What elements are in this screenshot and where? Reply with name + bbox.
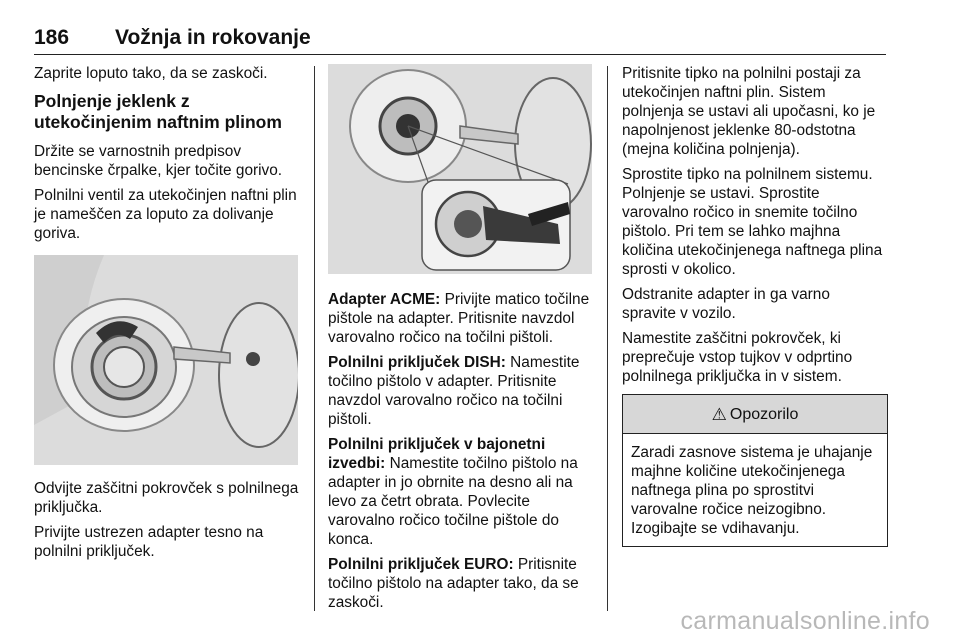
paragraph: Privijte ustrezen adapter tesno na polnilni priključek. xyxy=(34,524,264,560)
page-title: Vožnja in rokovanje xyxy=(115,26,311,49)
column-left xyxy=(34,64,302,567)
column-divider xyxy=(607,66,608,611)
paragraph: Odvijte zaščitni pokrovček s polnilnega priključka. xyxy=(34,480,299,516)
paragraph: Zaprite loputo tako, da se zaskoči. xyxy=(34,65,268,82)
column-right xyxy=(622,64,888,547)
paragraph-acme xyxy=(328,290,594,347)
text-euro: Pritisnite točilno pištolo na adapter tako, da se zaskoči. xyxy=(328,556,579,611)
warning-text: Zaradi zasnove sistema je uhajanje majhne količine utekočinjenega naftnega plina po sprostitvi varovalne ročice neizogibno. Izogibajte se vdihavanju. xyxy=(631,444,873,537)
paragraph: Pritisnite tipko na polnilni postaji za utekočinjen naftni plin. Sistem polnjenja se ustavi ali upočasni, ko je napolnjenost jeklenke 80-odstotna (mejna količina polnjenja). xyxy=(622,65,876,158)
warning-box xyxy=(622,394,888,547)
filler-flap-illustration xyxy=(34,255,298,465)
text-acme: Privijte matico točilne pištole na adapter. Pritisnite navzdol varovalno ročico na točilni pištoli. xyxy=(328,291,590,346)
section-heading: Polnjenje jeklenk z utekočinjenim naftnim plinom xyxy=(34,91,282,132)
lead-acme: Adapter ACME: xyxy=(328,291,441,308)
paragraph: Odstranite adapter in ga varno spravite v vozilo. xyxy=(622,286,830,322)
paragraph: Namestite zaščitni pokrovček, ki preprečuje vstop tujkov v odprtino polnilnega priključka in v sistem. xyxy=(622,330,853,385)
paragraph-dish xyxy=(328,353,594,429)
adapter-illustration xyxy=(328,64,592,274)
page-header xyxy=(34,14,886,55)
paragraph-bayonet xyxy=(328,435,594,549)
column-middle xyxy=(328,64,594,618)
column-divider xyxy=(314,66,315,611)
lead-bayonet: Polnilni priključek v bajonetni izvedbi: xyxy=(328,436,546,472)
lead-euro: Polnilni priključek EURO: xyxy=(328,556,514,573)
page-number: 186 xyxy=(34,26,70,49)
lead-dish: Polnilni priključek DISH: xyxy=(328,354,506,371)
text-dish: Namestite točilno pištolo v adapter. Pritisnite navzdol varovalno ročico na točilni pištoli. xyxy=(328,354,580,428)
warning-header xyxy=(623,395,887,434)
warning-title: Opozorilo xyxy=(729,405,799,423)
paragraph: Sprostite tipko na polnilnem sistemu. Polnjenje se ustavi. Sprostite varovalno ročico in snemite točilno pištolo. Pri tem se lahko majhna količina utekočinjenega naftnega plina sprosti v okolico. xyxy=(622,166,883,278)
paragraph-euro xyxy=(328,555,594,612)
warning-triangle-icon: ⚠ xyxy=(711,404,727,424)
paragraph: Polnilni ventil za utekočinjen naftni plin je nameščen za loputo za dolivanje goriva. xyxy=(34,187,297,242)
figure-filler-flap-open xyxy=(34,255,298,465)
watermark: carmanualsonline.info xyxy=(680,607,930,635)
paragraph: Držite se varnostnih predpisov bencinske črpalke, kjer točite gorivo. xyxy=(34,143,283,179)
text-bayonet: Namestite točilno pištolo na adapter in jo obrnite na desno ali na levo za četrt obrata. Povlecite varovalno ročico točilne pištole do konca. xyxy=(328,455,578,548)
figure-adapter-fitting xyxy=(328,64,592,274)
